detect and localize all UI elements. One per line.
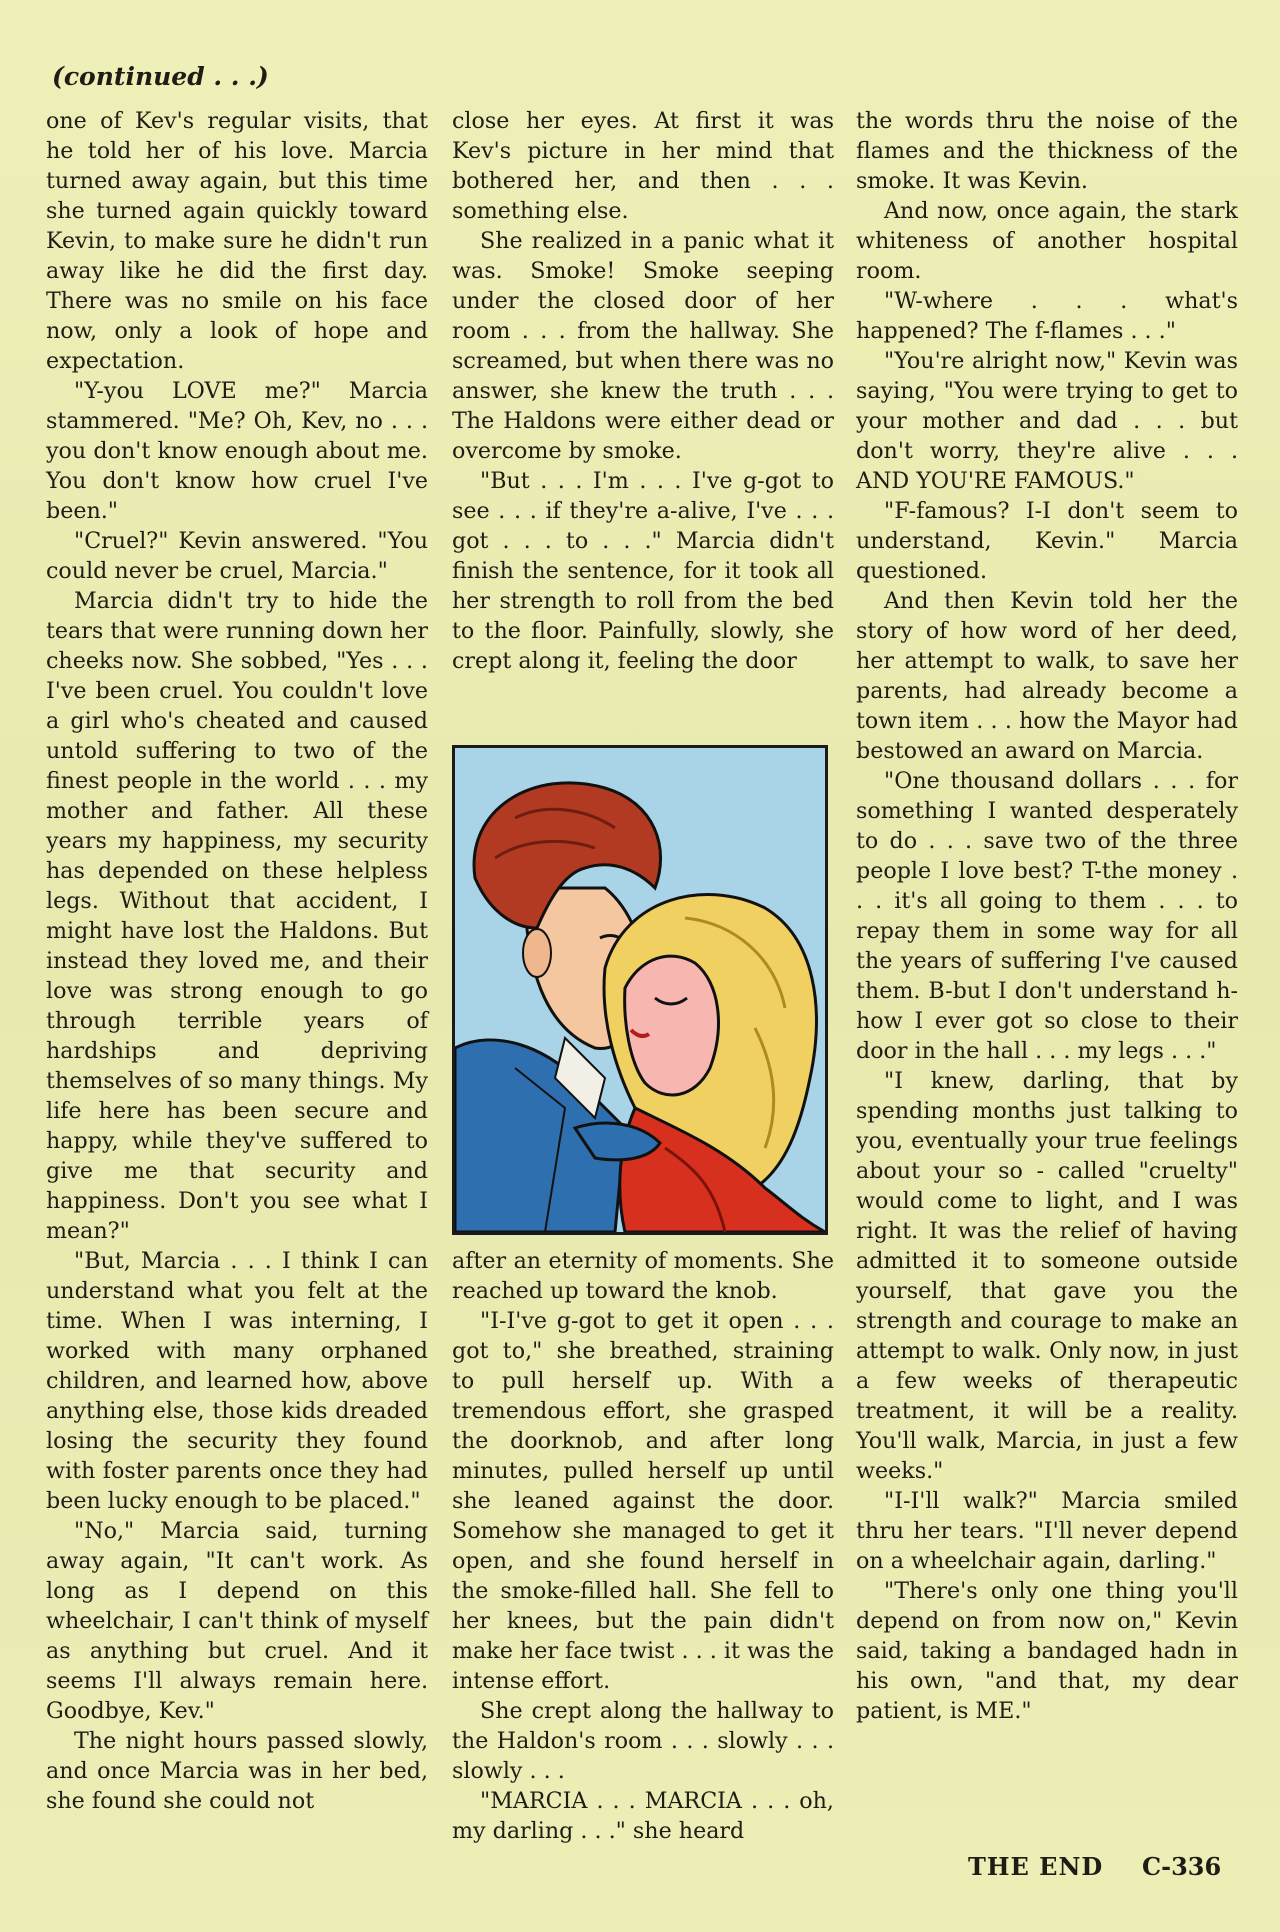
paragraph: close her eyes. At first it was Kev's picture in her mind that bothered her, and then . . . something else. [452, 108, 834, 224]
paragraph: "I knew, darling, that by spending months just talking to you, eventually your true feelings about your so - called "cruelty" would come to light, and I was right. It was the relief of having admitted it to someone outside yourself, that gave you the strength and courage to make an attempt to walk. Only now, in just a few weeks of therapeutic treatment, it will be a reality. You'll walk, Marcia, in just a few weeks." [856, 1068, 1238, 1484]
paragraph: And now, once again, the stark whiteness of another hospital room. [856, 198, 1238, 284]
page-code: C-336 [1142, 1852, 1222, 1881]
paragraph: after an eternity of moments. She reached up toward the knob. [452, 1248, 834, 1304]
paragraph: "But . . . I'm . . . I've g-got to see . . . if they're a-alive, I've . . . got . . . to . . ." Marcia didn't finish the sentence, for it took all her strength to roll from the bed to the floor. Painfully, slowly, she crept along it, feeling the door [452, 468, 834, 674]
the-end-label: THE END [968, 1852, 1104, 1881]
paragraph: "But, Marcia . . . I think I can understand what you felt at the time. When I was interning, I worked with many orphaned children, and learned how, above anything else, those kids dreaded losing the security they found with foster parents once they had been lucky enough to be placed." [46, 1248, 428, 1514]
paragraph: "I-I'll walk?" Marcia smiled thru her tears. "I'll never depend on a wheelchair again, darling." [856, 1488, 1238, 1574]
illustration-panel-kiss [452, 745, 828, 1235]
kiss-illustration [455, 748, 825, 1232]
paragraph: "W-where . . . what's happened? The f-flames . . ." [856, 288, 1238, 344]
text-column-3 [856, 106, 1238, 1726]
paragraph: "You're alright now," Kevin was saying, "You were trying to get to your mother and dad . . . but don't worry, they're alive . . . AND YOU'RE FAMOUS." [856, 348, 1238, 494]
paragraph: Marcia didn't try to hide the tears that were running down her cheeks now. She sobbed, "Yes . . . I've been cruel. You couldn't love a girl who's cheated and caused untold suffering to two of the finest people in the world . . . my mother and father. All these years my happiness, my security has depended on these helpless legs. Without that accident, I might have lost the Haldons. But instead they loved me, and their love was strong enough to go through terrible years of hardships and depriving themselves of so many things. My life here has been secure and happy, while they've suffered to give me that security and happiness. Don't you see what I mean?" [46, 588, 428, 1244]
continued-label: (continued . . .) [52, 62, 269, 91]
paragraph: "No," Marcia said, turning away again, "It can't work. As long as I depend on this wheelchair, I can't think of myself as anything but cruel. And it seems I'll always remain here. Goodbye, Kev." [46, 1518, 428, 1724]
paragraph: "I-I've g-got to get it open . . . got to," she breathed, straining to pull herself up. With a tremendous effort, she grasped the doorknob, and after long minutes, pulled herself up until she leaned against the door. Somehow she managed to get it open, and she found herself in the smoke-filled hall. She fell to her knees, but the pain didn't make her face twist . . . it was the intense effort. [452, 1308, 834, 1694]
text-column-2-bottom [452, 1246, 834, 1846]
paragraph: And then Kevin told her the story of how word of her deed, her attempt to walk, to save her parents, had already become a town item . . . how the Mayor had bestowed an award on Marcia. [856, 588, 1238, 764]
text-column-2-top [452, 106, 834, 676]
paragraph: "Cruel?" Kevin answered. "You could never be cruel, Marcia." [46, 528, 428, 584]
paragraph: She realized in a panic what it was. Smoke! Smoke seeping under the closed door of her room . . . from the hallway. She screamed, but when there was no answer, she knew the truth . . . The Haldons were either dead or overcome by smoke. [452, 228, 834, 464]
paragraph: She crept along the hallway to the Haldon's room . . . slowly . . . slowly . . . [452, 1698, 834, 1784]
paragraph: "There's only one thing you'll depend on from now on," Kevin said, taking a bandaged hadn in his own, "and that, my dear patient, is ME." [856, 1578, 1238, 1724]
paragraph: the words thru the noise of the flames and the thickness of the smoke. It was Kevin. [856, 108, 1238, 194]
paragraph: "MARCIA . . . MARCIA . . . oh, my darling . . ." she heard [452, 1788, 834, 1844]
paragraph: "F-famous? I-I don't seem to understand, Kevin." Marcia questioned. [856, 498, 1238, 584]
paragraph: "One thousand dollars . . . for something I wanted desperately to do . . . save two of the three people I love best? T-the money . . . it's all going to them . . . to repay them in some way for all the years of suffering I've caused them. B-but I don't understand h-how I ever got so close to their door in the hall . . . my legs . . ." [856, 768, 1238, 1064]
paragraph: "Y-you LOVE me?" Marcia stammered. "Me? Oh, Kev, no . . . you don't know enough about me. You don't know how cruel I've been." [46, 378, 428, 524]
paragraph: The night hours passed slowly, and once Marcia was in her bed, she found she could not [46, 1728, 428, 1814]
paragraph: one of Kev's regular visits, that he told her of his love. Marcia turned away again, but this time she turned again quickly toward Kevin, to make sure he didn't run away like he did the first day. There was no smile on his face now, only a look of hope and expectation. [46, 108, 428, 374]
text-column-1 [46, 106, 428, 1816]
